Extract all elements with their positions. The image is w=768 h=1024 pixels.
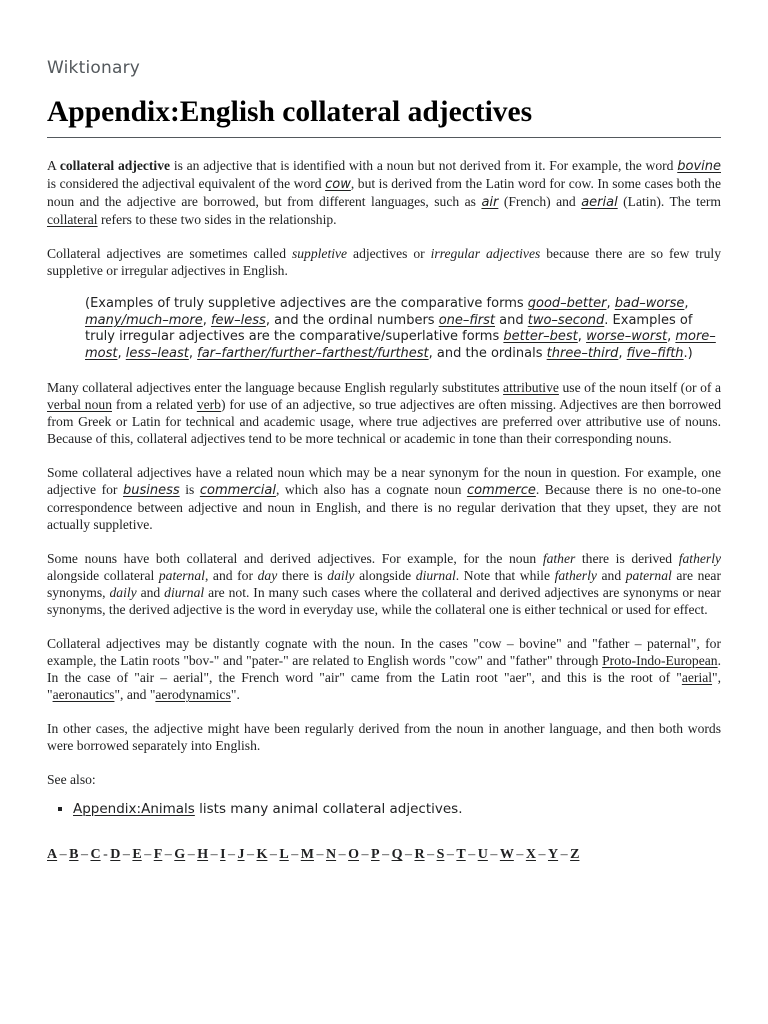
link-commercial[interactable]: commercial xyxy=(199,483,276,498)
alphabet-link-m[interactable]: M xyxy=(300,847,314,862)
alphabet-link-a[interactable]: A xyxy=(47,847,58,862)
alphabet-link-n[interactable]: N xyxy=(325,847,337,862)
alphabet-link-z[interactable]: Z xyxy=(570,847,580,862)
alphabet-separator: – xyxy=(244,847,257,862)
link-three-third[interactable]: three–third xyxy=(546,345,619,361)
alphabet-link-q[interactable]: Q xyxy=(391,847,403,862)
alphabet-link-s[interactable]: S xyxy=(436,847,445,862)
alphabet-link-u[interactable]: U xyxy=(477,847,488,862)
link-aerodynamics[interactable]: aerodynamics xyxy=(155,687,231,702)
alphabet-separator: – xyxy=(379,847,392,862)
alphabet-separator: – xyxy=(444,847,457,862)
link-verbal-noun[interactable]: verbal noun xyxy=(47,397,112,412)
alphabet-separator: – xyxy=(185,847,198,862)
alphabet-separator: – xyxy=(225,847,238,862)
link-few-less[interactable]: few–less xyxy=(210,312,266,328)
alphabet-separator: – xyxy=(57,847,70,862)
alphabet-link-d[interactable]: D xyxy=(110,847,121,862)
alphabet-link-h[interactable]: H xyxy=(197,847,209,862)
link-five-fifth[interactable]: five–fifth xyxy=(626,345,684,361)
alphabet-separator: – xyxy=(78,847,91,862)
alphabet-link-e[interactable]: E xyxy=(132,847,142,862)
alphabet-link-o[interactable]: O xyxy=(348,847,359,862)
alphabet-link-r[interactable]: R xyxy=(414,847,425,862)
see-also-list xyxy=(47,800,721,818)
paragraph-synonym: Some collateral adjectives have a related noun which may be a near synonym for the noun in question. For example, one adjective for business is commercial, which also has a cognate noun commerce. Because there is no one-to-one correspondence between adjective and noun in English, and there is no regular derivation that they upset, they are not actually suppletive. xyxy=(47,465,721,532)
paragraph-suppletive: Collateral adjectives are sometimes called suppletive adjectives or irregular adjectives because there are so few truly suppletive or irregular adjectives in English. xyxy=(47,246,721,278)
link-cow[interactable]: cow xyxy=(325,177,351,192)
link-commerce[interactable]: commerce xyxy=(466,483,536,498)
alphabet-link-f[interactable]: F xyxy=(153,847,163,862)
term-collateral-adjective: collateral adjective xyxy=(59,158,171,173)
link-attributive[interactable]: attributive xyxy=(503,380,559,395)
alphabet-separator: – xyxy=(162,847,175,862)
alphabet-separator: – xyxy=(465,847,478,862)
alphabet-link-i[interactable]: I xyxy=(220,847,226,862)
alphabet-separator: – xyxy=(359,847,371,862)
alphabet-separator: – xyxy=(208,847,221,862)
link-two-second[interactable]: two–second xyxy=(527,312,605,328)
link-appendix-animals[interactable]: Appendix:Animals xyxy=(73,801,195,817)
page-title: Appendix:English collateral adjectives xyxy=(47,96,533,128)
link-bovine[interactable]: bovine xyxy=(677,159,721,174)
alphabet-link-x[interactable]: X xyxy=(525,847,536,862)
link-verb[interactable]: verb xyxy=(196,397,221,412)
examples-blockquote: (Examples of truly suppletive adjectives are the comparative forms good–better, bad–worse, many/much–more, few–less, and the ordinal numbers one–first and two–second. Examples of truly irregular adjectives are the comparative/superlative forms better–best, worse–worst, more–most, less–least, far–farther/further–farthest/furthest, and the ordinals three–third, five–fifth.) xyxy=(85,296,716,361)
alphabet-nav xyxy=(47,846,721,863)
alphabet-separator: - xyxy=(100,847,111,862)
alphabet-separator: – xyxy=(513,847,526,862)
link-worse-worst[interactable]: worse–worst xyxy=(586,329,668,344)
link-proto-indo-european[interactable]: Proto-Indo-European xyxy=(602,653,718,668)
alphabet-separator: – xyxy=(267,847,280,862)
link-far-farther[interactable]: far–farther/further–farthest/furthest xyxy=(197,345,429,361)
site-name[interactable]: Wiktionary xyxy=(47,58,141,78)
alphabet-separator: – xyxy=(402,847,415,862)
alphabet-link-b[interactable]: B xyxy=(69,847,79,862)
alphabet-link-y[interactable]: Y xyxy=(547,847,559,862)
paragraph-derived: Some nouns have both collateral and derived adjectives. For example, for the noun father there is derived fatherly alongside collateral paternal, and for day there is daily alongside diurnal. Note that while fatherly and paternal are near synonyms, daily and diurnal are not. In many such cases where the collateral and derived adjectives are synonyms or near synonyms, the derived adjective is the word in everyday use, while the collateral one is either technical or used for effect. xyxy=(47,551,722,617)
link-aerial-2[interactable]: aerial xyxy=(681,670,713,685)
link-business[interactable]: business xyxy=(123,483,180,498)
paragraph-intro: A collateral adjective is an adjective that is identified with a noun but not derived from it. For example, the word bovine is considered the adjectival equivalent of the word cow, but is derived from the Latin word for cow. In some cases both the noun and the adjective are borrowed, but from different languages, such as air (French) and aerial (Latin). The term collateral refers to these two sides in the relationship. xyxy=(47,158,722,227)
paragraph-many: Many collateral adjectives enter the language because English regularly substitutes attributive use of the noun itself (or of a verbal noun from a related verb) for use of an adjective, so true adjectives are often missing. Adjectives are then borrowed from Greek or Latin for technical and academic usage, where true adjectives are preferred over attributive use of nouns. Because of this, collateral adjectives tend to be more technical or academic in tone than their corresponding nouns. xyxy=(47,380,721,446)
alphabet-link-g[interactable]: G xyxy=(174,847,186,862)
link-aeronautics[interactable]: aeronautics xyxy=(52,687,115,702)
link-better-best[interactable]: better–best xyxy=(503,329,578,344)
list-item: ▪ Appendix:Animals lists many animal collateral adjectives. xyxy=(73,800,721,818)
alphabet-separator: – xyxy=(424,847,437,862)
alphabet-separator: – xyxy=(313,847,326,862)
link-good-better[interactable]: good–better xyxy=(527,296,607,311)
alphabet-link-j[interactable]: J xyxy=(237,847,245,862)
alphabet-separator: – xyxy=(288,847,301,862)
alphabet-link-t[interactable]: T xyxy=(456,847,466,862)
alphabet-separator: – xyxy=(558,847,571,862)
alphabet-separator: – xyxy=(141,847,154,862)
alphabet-link-c[interactable]: C xyxy=(90,847,101,862)
alphabet-separator: – xyxy=(487,847,500,862)
link-less-least[interactable]: less–least xyxy=(125,345,189,361)
alphabet-separator: – xyxy=(535,847,548,862)
article-body xyxy=(47,157,721,863)
alphabet-link-w[interactable]: W xyxy=(499,847,514,862)
link-more-most[interactable]: more–most xyxy=(85,329,716,361)
paragraph-other-cases: In other cases, the adjective might have been regularly derived from the noun in another language, and then both words were borrowed separately into English. xyxy=(47,721,721,753)
alphabet-link-k[interactable]: K xyxy=(256,847,268,862)
alphabet-separator: – xyxy=(120,847,133,862)
alphabet-link-p[interactable]: P xyxy=(371,847,380,862)
paragraph-cognate: Collateral adjectives may be distantly cognate with the noun. In the cases "cow – bovine" and "father – paternal", for example, the Latin roots "bov-" and "pater-" are related to English words "cow" and "father" through Proto-Indo-European. In the case of "air – aerial", the French word "air" came from the Latin root "aer", and this is the root of "aerial", "aeronautics", and "aerodynamics". xyxy=(47,636,721,702)
title-divider xyxy=(47,137,721,138)
link-one-first[interactable]: one–first xyxy=(438,312,496,328)
link-many-more[interactable]: many/much–more xyxy=(85,312,203,328)
alphabet-link-l[interactable]: L xyxy=(279,847,289,862)
see-also-label: See also: xyxy=(47,772,96,787)
link-aerial[interactable]: aerial xyxy=(581,195,618,210)
link-air[interactable]: air xyxy=(481,195,499,210)
alphabet-separator: – xyxy=(336,847,349,862)
link-collateral[interactable]: collateral xyxy=(47,212,98,227)
link-bad-worse[interactable]: bad–worse xyxy=(614,296,685,311)
